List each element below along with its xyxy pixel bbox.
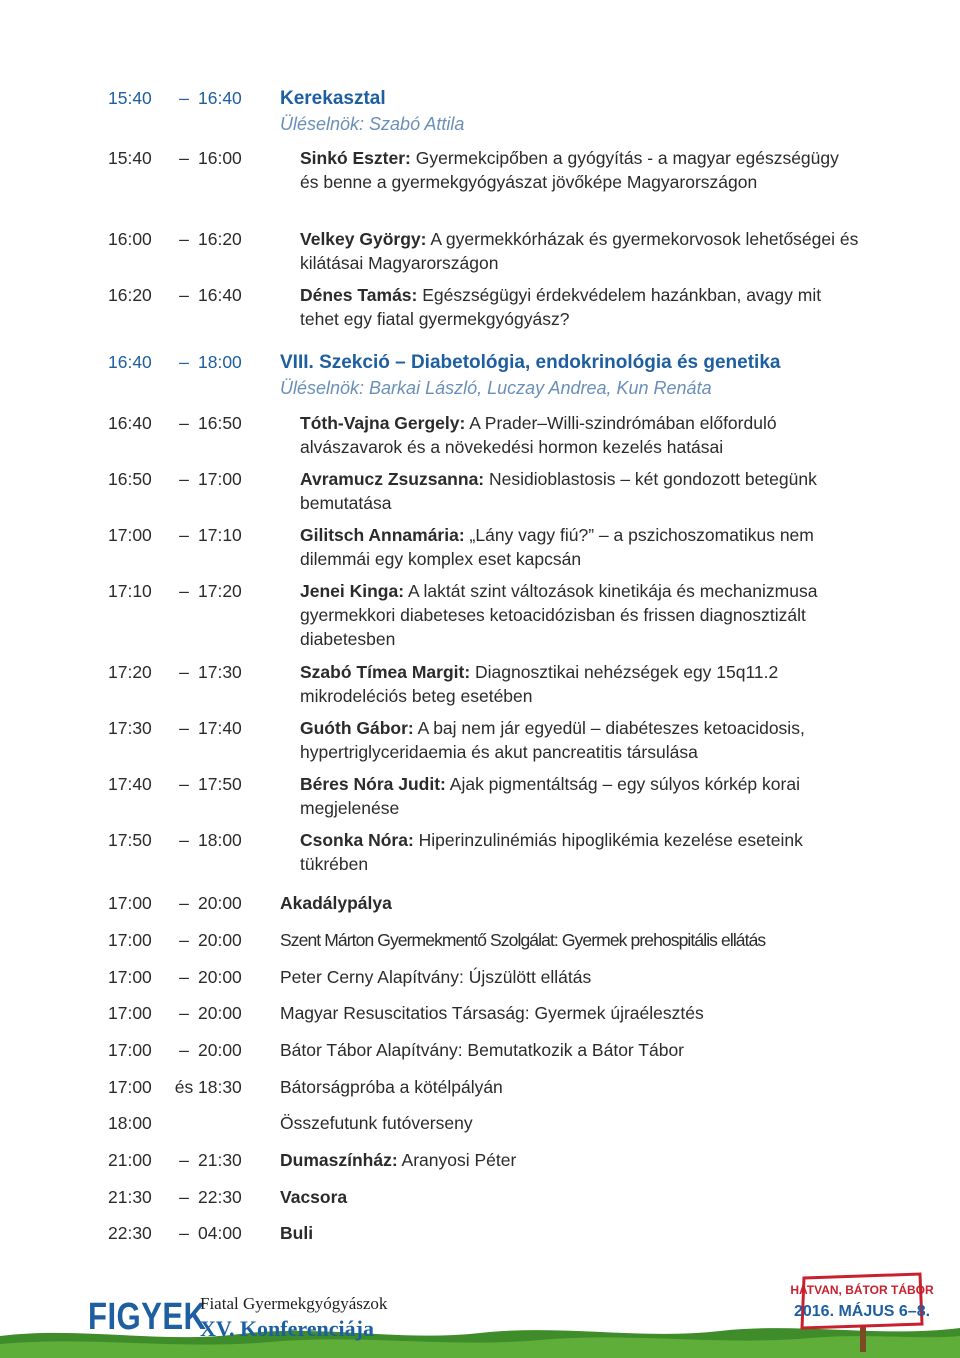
speaker-name: Gilitsch Annamária: (300, 525, 465, 545)
end-time: 17:10 (198, 525, 242, 545)
end-time: 04:00 (198, 1223, 242, 1243)
start-time: 15:40 (108, 148, 152, 168)
speaker-name: Tóth-Vajna Gergely: (300, 413, 466, 433)
end-time: 16:20 (198, 229, 242, 249)
start-time: 21:00 (108, 1150, 152, 1170)
end-time: 17:50 (198, 774, 242, 794)
conference-name-line1: Fiatal Gyermekgyógyászok (200, 1294, 388, 1313)
start-time: 17:00 (108, 967, 152, 987)
entry-description (300, 828, 860, 876)
end-time: 22:30 (198, 1187, 242, 1207)
time-separator: – (179, 352, 189, 372)
time-separator: – (179, 88, 189, 108)
time-separator: – (179, 1150, 189, 1170)
talk-title: Hiperinzulinémiás hipoglikémia kezelése eseteink tükrében (300, 830, 803, 874)
event-text: Peter Cerny Alapítvány: Újszülött ellátás (280, 967, 592, 987)
entry-description (280, 1148, 860, 1172)
session-title: VIII. Szekció – Diabetológia, endokrinológia és genetika (280, 352, 781, 373)
talk-title: Nesidioblastosis – két gondozott betegünk bemutatása (300, 469, 817, 513)
talk-title: A gyermekkórházak és gyermekorvosok lehetőségei és kilátásai Magyarországon (300, 229, 859, 273)
time-separator: – (179, 469, 189, 489)
end-time: 17:40 (198, 718, 242, 738)
end-time: 16:50 (198, 413, 242, 433)
time-separator: – (179, 774, 189, 794)
end-time: 17:20 (198, 581, 242, 601)
entry-description (280, 891, 860, 915)
talk-title: Egészségügyi érdekvédelem hazánkban, avagy mit tehet egy fiatal gyermekgyógyász? (300, 285, 822, 329)
event-title: Vacsora (280, 1187, 348, 1207)
time-separator: – (179, 285, 189, 305)
start-time: 17:00 (108, 930, 152, 950)
speaker-name: Guóth Gábor: (300, 718, 414, 738)
end-time: 18:30 (198, 1077, 242, 1097)
conference-name-line2: XV. Konferenciája (200, 1316, 374, 1341)
talk-title: Diagnosztikai nehézségek egy 15q11.2 mikrodeléciós beteg esetében (300, 662, 779, 706)
start-time: 17:30 (108, 718, 152, 738)
time-separator: – (179, 893, 189, 913)
start-time: 17:00 (108, 1077, 152, 1097)
speaker-name: Szabó Tímea Margit: (300, 662, 471, 682)
entry-description (280, 1075, 860, 1099)
entry-description (280, 1038, 860, 1062)
entry-description (300, 579, 860, 651)
start-time: 17:40 (108, 774, 152, 794)
talk-title: A baj nem jár egyedül – diabéteszes ketoacidosis, hypertriglyceridaemia és akut pancreatitis társulása (300, 718, 805, 762)
time-separator: – (179, 718, 189, 738)
start-time: 17:20 (108, 662, 152, 682)
end-time: 18:00 (198, 352, 242, 372)
end-time: 16:40 (198, 285, 242, 305)
event-text: Összefutunk futóverseny (280, 1113, 473, 1133)
entry-description (300, 772, 860, 820)
entry-description (300, 523, 860, 571)
end-time: 20:00 (198, 930, 242, 950)
start-time: 16:20 (108, 285, 152, 305)
session-chair: Üléselnök: Barkai László, Luczay Andrea, Kun Renáta (280, 378, 712, 398)
end-time: 17:00 (198, 469, 242, 489)
start-time: 16:50 (108, 469, 152, 489)
time-separator: – (179, 830, 189, 850)
event-title: Dumaszínház: (280, 1150, 398, 1170)
entry-description (280, 1111, 860, 1135)
time-separator: – (179, 1187, 189, 1207)
event-title: Akadálypálya (280, 893, 392, 913)
time-separator: – (179, 1223, 189, 1243)
time-separator: – (179, 413, 189, 433)
speaker-name: Avramucz Zsuzsanna: (300, 469, 485, 489)
end-time: 20:00 (198, 967, 242, 987)
start-time: 17:10 (108, 581, 152, 601)
end-time: 17:30 (198, 662, 242, 682)
start-time: 17:00 (108, 1003, 152, 1023)
time-separator: – (179, 967, 189, 987)
hatvan-sign (790, 1272, 934, 1352)
event-title: Buli (280, 1223, 314, 1243)
entry-description (280, 86, 860, 111)
talk-title: A Prader–Willi-szindrómában előforduló alvászavarok és a növekedési hormon kezelés hatásai (300, 413, 777, 457)
session-title: Kerekasztal (280, 88, 386, 109)
end-time: 16:40 (198, 88, 242, 108)
end-time: 16:00 (198, 148, 242, 168)
start-time: 21:30 (108, 1187, 152, 1207)
time-separator: – (179, 525, 189, 545)
time-separator: – (179, 1040, 189, 1060)
sign-line2: 2016. MÁJUS 6–8. (793, 1303, 931, 1320)
speaker-name: Velkey György: (300, 229, 427, 249)
entry-description (280, 350, 860, 375)
time-separator: és (174, 1077, 194, 1097)
start-time: 22:30 (108, 1223, 152, 1243)
entry-description (300, 146, 860, 194)
entry-description (280, 965, 860, 989)
entry-description (300, 467, 860, 515)
talk-title: „Lány vagy fiú?” – a pszichoszomatikus nem dilemmái egy komplex eset kapcsán (300, 525, 814, 569)
time-separator: – (179, 581, 189, 601)
entry-description (300, 283, 860, 331)
event-text: Aranyosi Péter (397, 1150, 517, 1170)
speaker-name: Béres Nóra Judit: (300, 774, 446, 794)
speaker-name: Dénes Tamás: (300, 285, 418, 305)
talk-title: Gyermekcipőben a gyógyítás - a magyar egészségügy és benne a gyermekgyógyászat jövőképe Magyarországon (300, 148, 839, 192)
time-separator: – (179, 1003, 189, 1023)
event-text: Bátor Tábor Alapítvány: Bemutatkozik a Bátor Tábor (280, 1040, 685, 1060)
talk-title: A laktát szint változások kinetikája és mechanizmusa gyermekkori diabeteses ketoacidózisban és frissen diagnosztizált diabetesben (300, 581, 818, 649)
event-text: Szent Márton Gyermekmentő Szolgálat: Gyermek prehospitális ellátás (280, 930, 766, 950)
time-separator: – (179, 148, 189, 168)
entry-description (300, 411, 860, 459)
start-time: 15:40 (108, 88, 152, 108)
event-text: Bátorságpróba a kötélpályán (280, 1077, 503, 1097)
end-time: 18:00 (198, 830, 242, 850)
speaker-name: Sinkó Eszter: (300, 148, 411, 168)
session-chair: Üléselnök: Szabó Attila (280, 114, 465, 134)
speaker-name: Jenei Kinga: (300, 581, 405, 601)
entry-description (300, 716, 860, 764)
event-text: Magyar Resuscitatios Társaság: Gyermek újraélesztés (280, 1003, 704, 1023)
entry-description (300, 227, 860, 275)
start-time: 17:50 (108, 830, 152, 850)
start-time: 17:00 (108, 893, 152, 913)
start-time: 17:00 (108, 525, 152, 545)
figyek-logo: FIGYEK (88, 1296, 207, 1338)
end-time: 20:00 (198, 893, 242, 913)
entry-description (280, 928, 860, 952)
sign-line1: HATVAN, BÁTOR TÁBOR (790, 1283, 934, 1297)
entry-description (300, 660, 860, 708)
start-time: 18:00 (108, 1113, 152, 1133)
time-separator: – (179, 662, 189, 682)
end-time: 21:30 (198, 1150, 242, 1170)
entry-description (280, 1221, 860, 1245)
entry-description (280, 1185, 860, 1209)
start-time: 17:00 (108, 1040, 152, 1060)
time-separator: – (179, 930, 189, 950)
time-separator: – (179, 229, 189, 249)
start-time: 16:40 (108, 413, 152, 433)
speaker-name: Csonka Nóra: (300, 830, 414, 850)
end-time: 20:00 (198, 1003, 242, 1023)
talk-title: Ajak pigmentáltság – egy súlyos kórkép korai megjelenése (300, 774, 800, 818)
entry-description (280, 1001, 860, 1025)
start-time: 16:40 (108, 352, 152, 372)
end-time: 20:00 (198, 1040, 242, 1060)
start-time: 16:00 (108, 229, 152, 249)
